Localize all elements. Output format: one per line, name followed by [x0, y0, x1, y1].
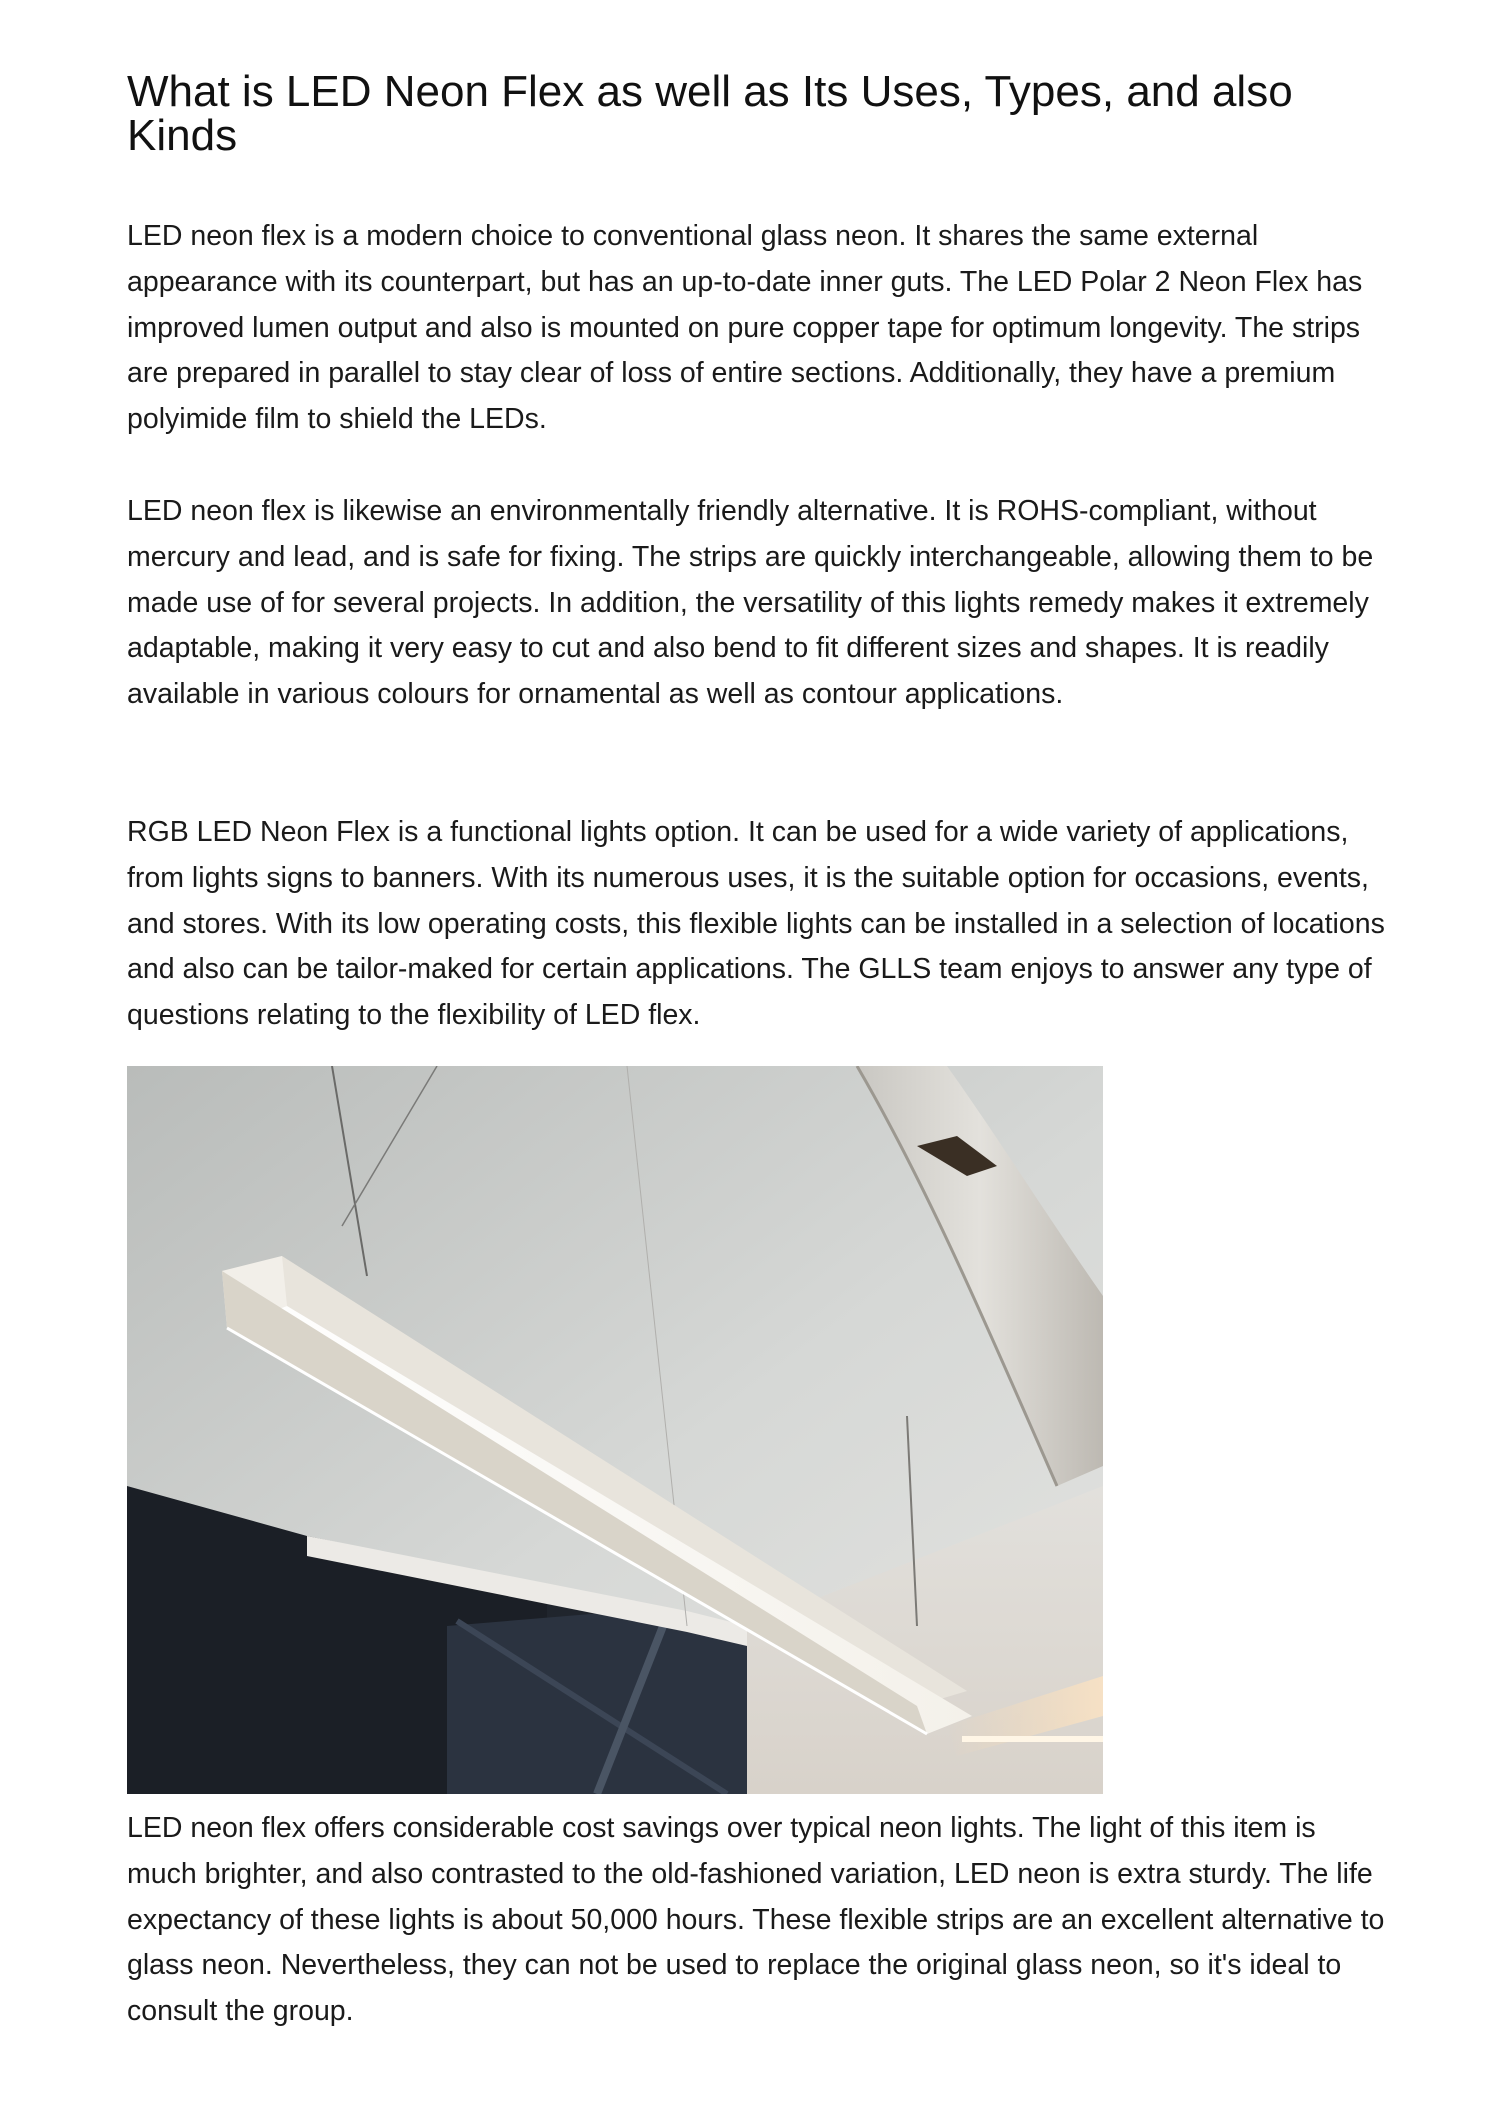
led-linear-light-photo — [127, 1066, 1103, 1794]
paragraph-2: LED neon flex is likewise an environmentally friendly alternative. It is ROHS-compliant, without mercury and lead, and is safe for fixing. The strips are quickly interchangeable, allowing them to be made use of for several projects. In addition, the versatility of this lights remedy makes it extremely adaptable, making it very easy to cut and also bend to fit different sizes and shapes. It is readily available in various colours for ornamental as well as contour applications. — [127, 495, 1374, 711]
paragraph-4: LED neon flex offers considerable cost savings over typical neon lights. The light of this item is much brighter, and also contrasted to the old-fashioned variation, LED neon is extra sturdy. The life expectancy of these lights is about 50,000 hours. These flexible strips are an excellent alternative to glass neon. Nevertheless, they can not be used to replace the original glass neon, so it's ideal to consult the group. — [127, 1812, 1385, 2028]
paragraph-1: LED neon flex is a modern choice to conventional glass neon. It shares the same external appearance with its counterpart, but has an up-to-date inner guts. The LED Polar 2 Neon Flex has improved lumen output and also is mounted on pure copper tape for optimum longevity. The strips are prepared in parallel to stay clear of loss of entire sections. Additionally, they have a premium polyimide film to shield the LEDs. — [127, 220, 1363, 436]
paragraph-3: RGB LED Neon Flex is a functional lights option. It can be used for a wide variety of applications, from lights signs to banners. With its numerous uses, it is the suitable option for occasions, events, and stores. With its low operating costs, this flexible lights can be installed in a selection of locations and also can be tailor-maked for certain applications. The GLLS team enjoys to answer any type of questions relating to the flexibility of LED flex. — [127, 816, 1385, 1032]
document-page — [127, 67, 1387, 2028]
page-title: What is LED Neon Flex as well as Its Uses, Types, and also Kinds — [127, 67, 1293, 160]
